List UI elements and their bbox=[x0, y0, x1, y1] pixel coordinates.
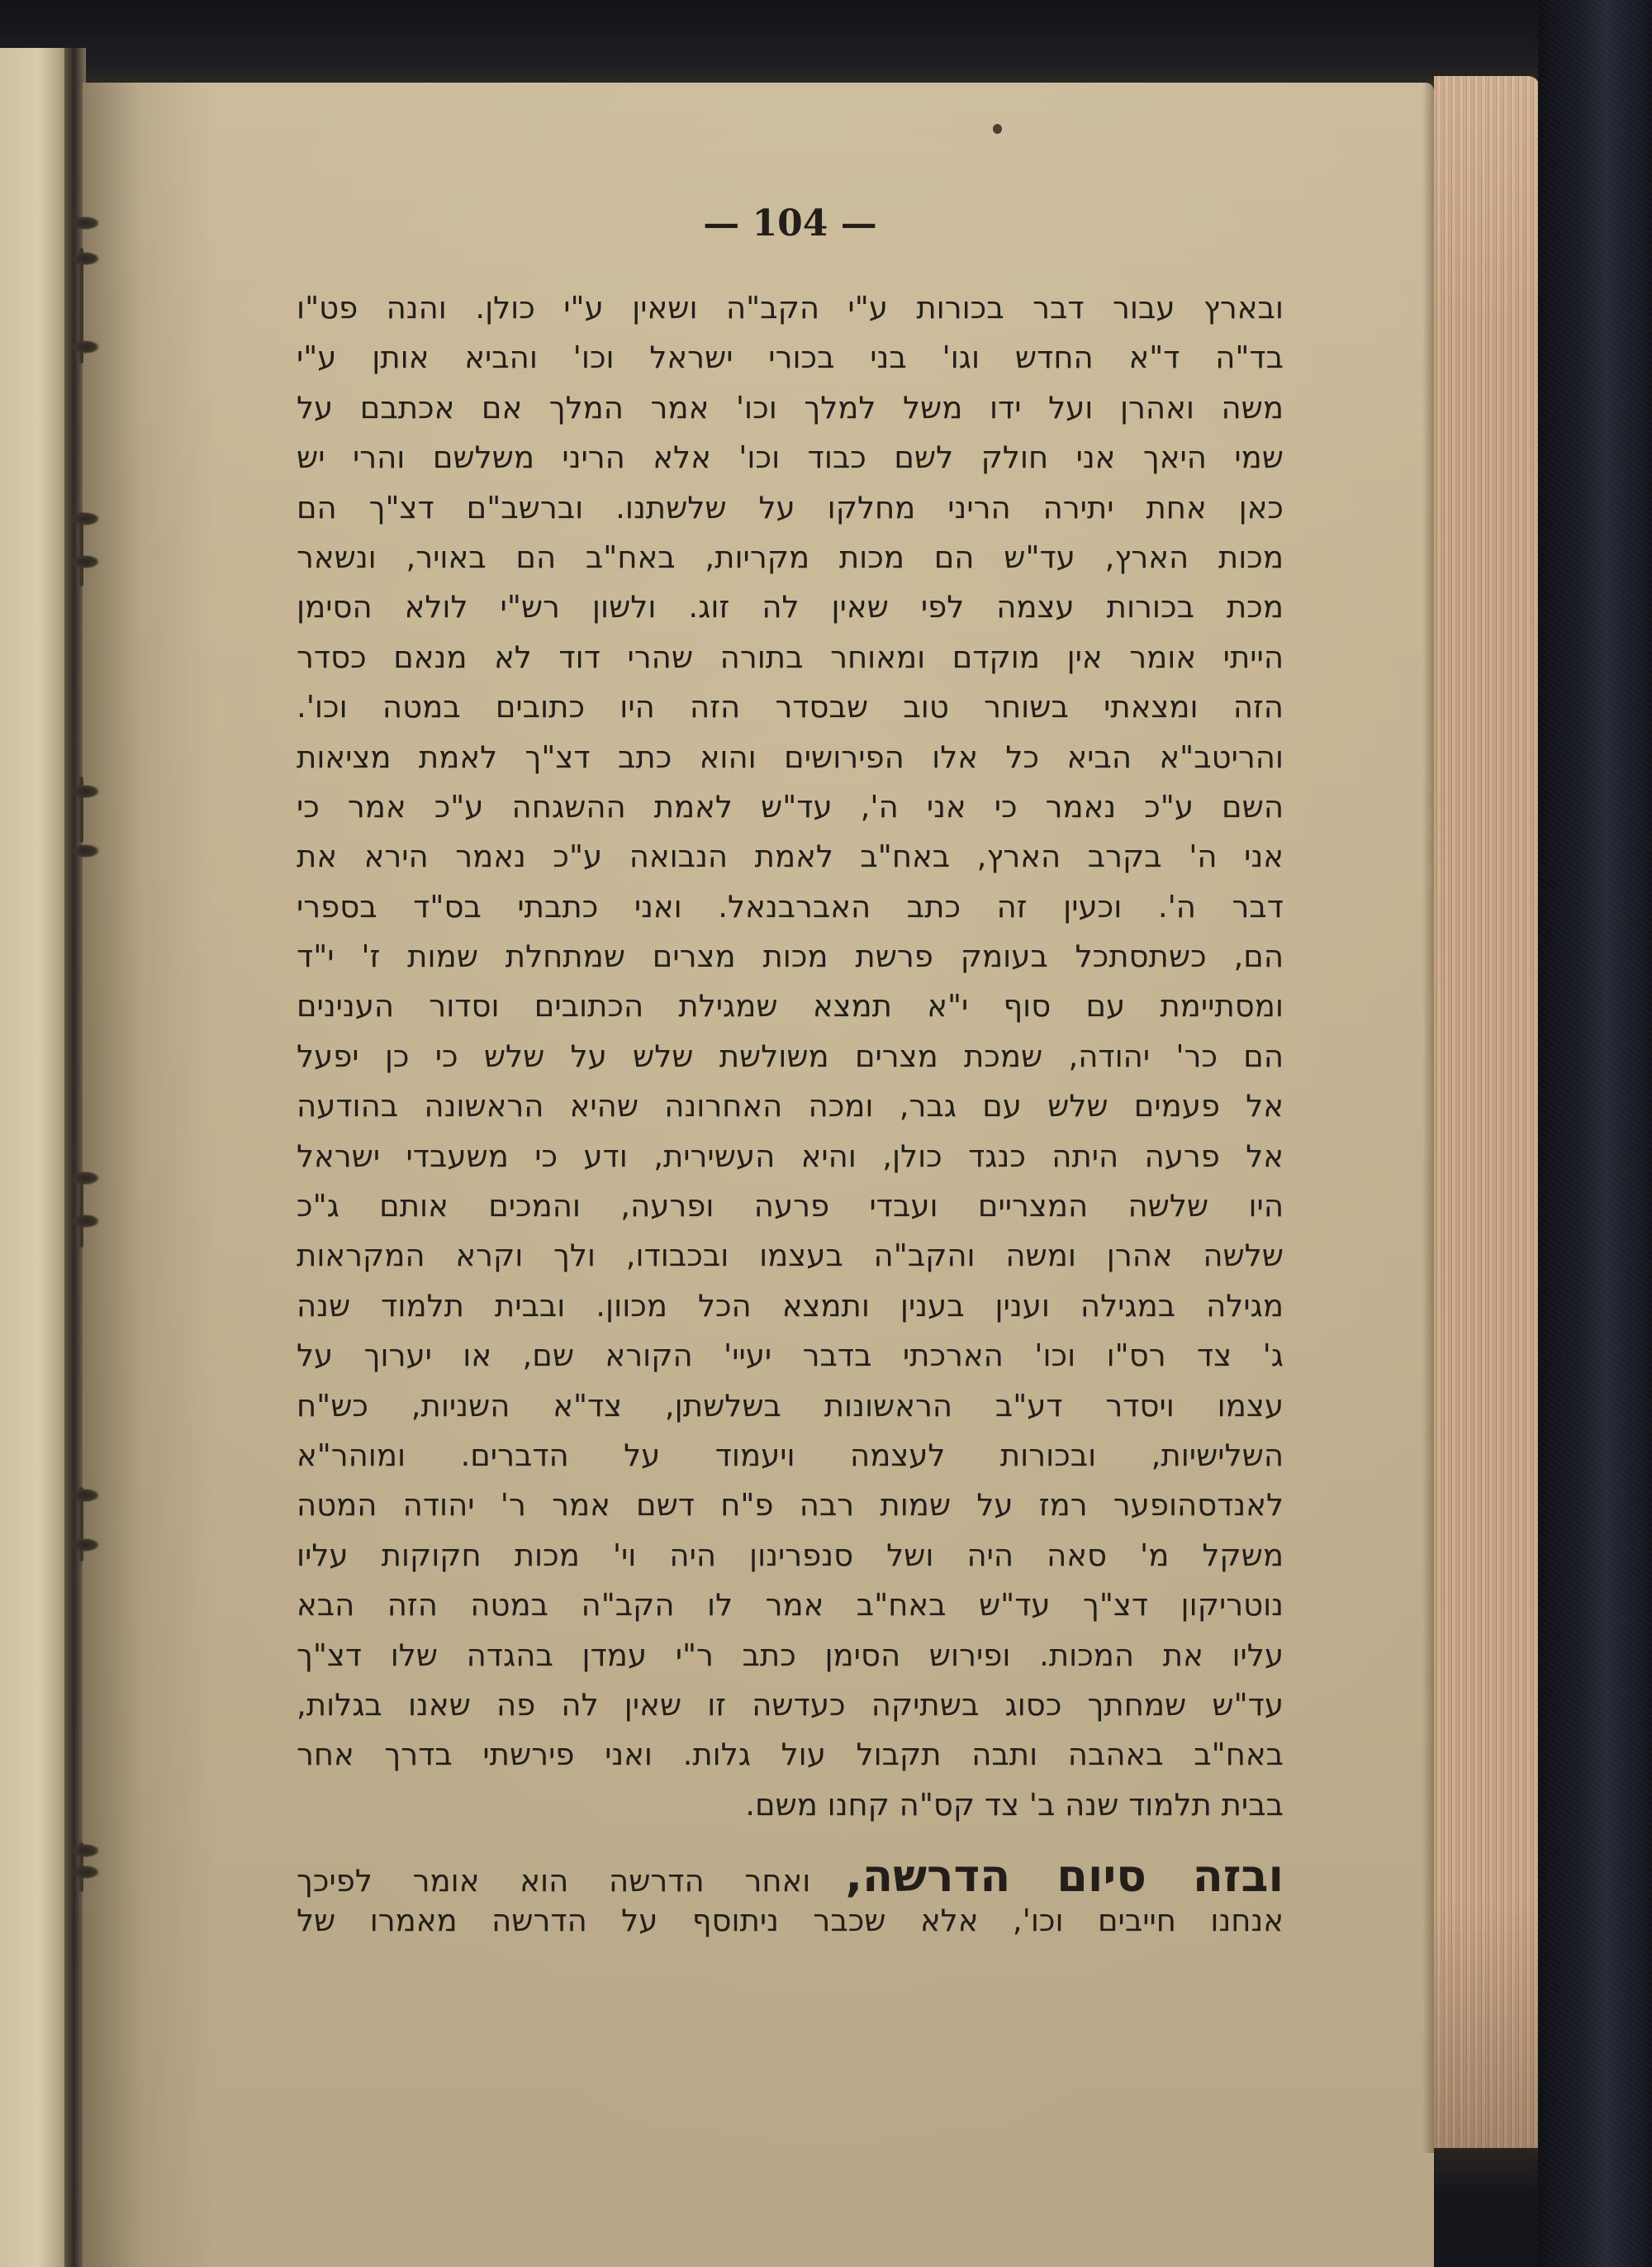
binding-stitch bbox=[71, 1214, 99, 1228]
page-stack-edges bbox=[1434, 76, 1540, 2150]
text-line: נוטריקון דצ"ך עד"ש באח"ב אמר לו הקב"ה במטה הזה הבא bbox=[297, 1587, 1284, 1623]
book-cover-bottom bbox=[1434, 2148, 1541, 2267]
section-heading-line bbox=[297, 1849, 1284, 1903]
binding-stitch bbox=[71, 1172, 99, 1185]
page-number: — 104 — bbox=[703, 202, 877, 245]
text-line: שלשה אהרן ומשה והקב"ה בעצמו ובכבודו, ולך וקרא המקראות bbox=[297, 1238, 1284, 1274]
text-line: אל פרעה היתה כנגד כולן, והיא העשירית, ודע כי משעבדי ישראל bbox=[297, 1138, 1284, 1174]
text-line: בד"ה ד"א החדש וגו' בני בכורי ישראל וכו' והביא אותן ע"י bbox=[297, 340, 1284, 376]
binding-stitch bbox=[71, 1844, 99, 1857]
section-heading: ובזה סיום הדרשה, bbox=[845, 1850, 1284, 1902]
text-line: מכת בכורות עצמה לפי שאין לה זוג. ולשון רש"י לולא הסימן bbox=[297, 589, 1284, 625]
binding-stitch bbox=[71, 785, 99, 798]
text-line: לאנדסהופער רמז על שמות רבה פ"ח דשם אמר ר' יהודה המטה bbox=[297, 1487, 1284, 1523]
text-line: השלישיות, ובכורות לעצמה ויעמוד על הדברים. ומוהר"א bbox=[297, 1437, 1284, 1473]
binding-stitch bbox=[71, 1865, 99, 1879]
text-line: הזה ומצאתי בשוחר טוב שבסדר הזה היו כתובים במטה וכו'. bbox=[297, 689, 1284, 725]
binding-stitch bbox=[71, 555, 99, 568]
text-line: ג' צד רס"ו וכו' הארכתי בדבר יעיי' הקורא שם, או יערוך על bbox=[297, 1338, 1284, 1374]
text-line: ומסתיימת עם סוף י"א תמצא שמגילת הכתובים וסדור הענינים bbox=[297, 988, 1284, 1024]
text-line: הם, כשתסתכל בעומק פרשת מכות מצרים שמתחלת שמות ז' י"ד bbox=[297, 939, 1284, 975]
binding-stitch bbox=[71, 1489, 99, 1502]
facing-page-edge bbox=[0, 48, 69, 2267]
book-cover-top bbox=[0, 0, 1652, 88]
text-line: היו שלשה המצריים ועבדי פרעה ופרעה, והמכים אותם ג"כ bbox=[297, 1188, 1284, 1224]
text-line: משה ואהרן ועל ידו משל למלך וכו' אמר המלך אם אכתבם על bbox=[297, 389, 1284, 425]
text-line: הייתי אומר אין מוקדם ומאוחר בתורה שהרי דוד לא מנאם כסדר bbox=[297, 639, 1284, 675]
text-line: אל פעמים שלש עם גבר, ומכה האחרונה שהיא הראשונה בהודעה bbox=[297, 1088, 1284, 1124]
binding-stitch bbox=[71, 252, 99, 265]
text-line: שמי היאך אני חולק לשם כבוד וכו' אלא הריני משלשם והרי יש bbox=[297, 440, 1284, 476]
binding-stitch bbox=[71, 1538, 99, 1552]
ink-spot bbox=[993, 124, 1002, 134]
paragraph-end-line: בבית תלמוד שנה ב' צד קס"ה קחנו משם. bbox=[745, 1786, 1284, 1823]
text-line: אני ה' בקרב הארץ, באח"ב לאמת הנבואה ע"כ נאמר הירא את bbox=[297, 839, 1284, 875]
binding-stitch bbox=[71, 340, 99, 354]
text-line: אנחנו חייבים וכו', אלא שכבר ניתוסף על הדרשה מאמרו של bbox=[297, 1903, 1284, 1938]
text-line: הם כר' יהודה, שמכת מצרים משולשת שלש על שלש כי כן יפעל bbox=[297, 1038, 1284, 1074]
binding-stitch bbox=[71, 216, 99, 230]
text-line: כאן אחת יתירה הריני מחלקו על שלשתנו. וברשב"ם דצ"ך הם bbox=[297, 489, 1284, 525]
text-line: משקל מ' סאה היה ושל סנפרינון היה וי' מכות חקוקות עליו bbox=[297, 1537, 1284, 1573]
book-cover-right bbox=[1538, 0, 1652, 2267]
text-line: עצמו ויסדר דע"ב הראשונות בשלשתן, צד"א השניות, כש"ח bbox=[297, 1387, 1284, 1423]
text-line: מגילה במגילה וענין בענין ותמצא הכל מכוון. ובבית תלמוד שנה bbox=[297, 1287, 1284, 1324]
text-line: השם ע"כ נאמר כי אני ה', עד"ש לאמת ההשגחה ע"כ אמר כי bbox=[297, 788, 1284, 825]
heading-continuation: ואחר הדרשה הוא אומר לפיכך bbox=[297, 1863, 811, 1899]
body-text bbox=[297, 283, 1284, 1830]
text-line: והריטב"א הביא כל אלו הפירושים והוא כתב דצ"ך לאמת מציאות bbox=[297, 739, 1284, 775]
text-line: באח"ב באהבה ותבה תקבול עול גלות. ואני פירשתי בדרך אחר bbox=[297, 1737, 1284, 1773]
text-line: מכות הארץ, עד"ש הם מכות מקריות, באח"ב הם באויר, ונשאר bbox=[297, 539, 1284, 575]
text-line: דבר ה'. וכעין זה כתב האברבנאל. ואני כתבתי בס"ד בספרי bbox=[297, 888, 1284, 924]
binding-stitch bbox=[71, 844, 99, 858]
text-line: עד"ש שמחתך כסוג בשתיקה כעדשה זו שאין לה פה שאנו בגלות, bbox=[297, 1686, 1284, 1723]
text-line: עליו את המכות. ופירוש הסימן כתב ר"י עמדן בהגדה שלו דצ"ך bbox=[297, 1637, 1284, 1673]
binding-stitch bbox=[71, 512, 99, 525]
text-line: ובארץ עבור דבר בכורות ע"י הקב"ה ושאין ע"י כולן. והנה פט"ו bbox=[297, 290, 1284, 326]
